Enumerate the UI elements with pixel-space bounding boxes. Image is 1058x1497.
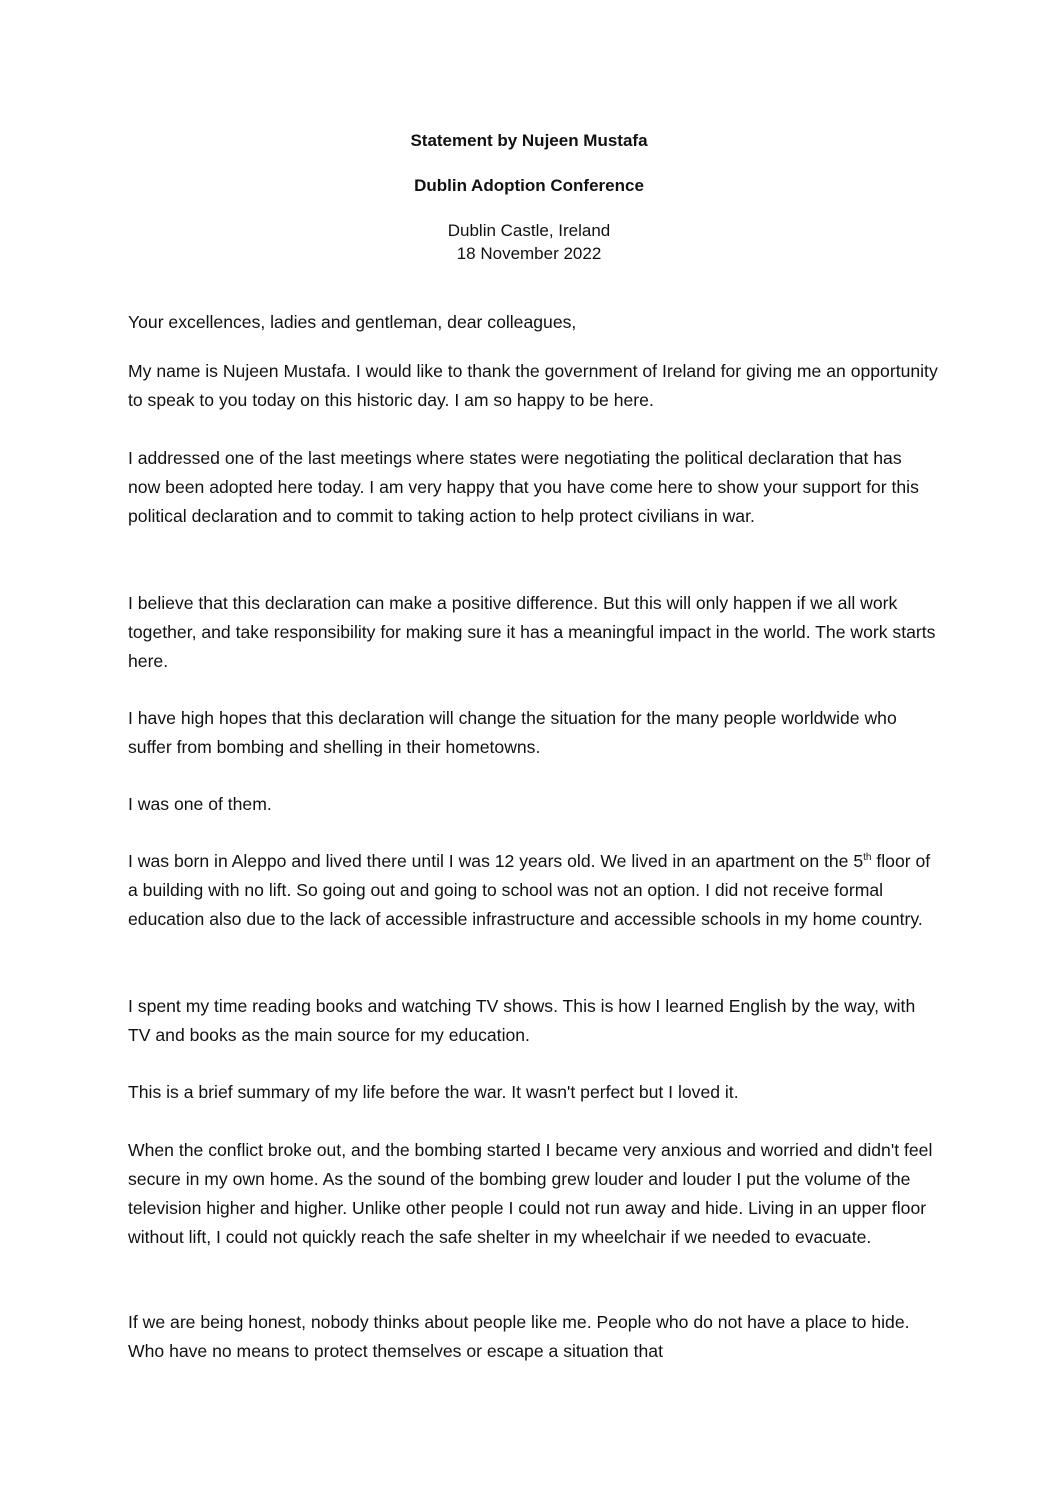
paragraph-7: I spent my time reading books and watching TV shows. This is how I learned English by the way, with TV and books as the main source for my education. (128, 996, 916, 1045)
document-date: 18 November 2022 (456, 244, 602, 263)
greeting: Your excellences, ladies and gentleman, dear colleagues, (128, 312, 577, 332)
paragraph-6-part-a: I was born in Aleppo and lived there until I was 12 years old. We lived in an apartment on the 5 (128, 851, 864, 871)
document-subtitle: Dublin Adoption Conference (414, 176, 644, 195)
paragraph-2: I addressed one of the last meetings where states were negotiating the political declaration that has now been adopted here today. I am very happy that you have come here to show your support for this political declaration and to commit to taking action to help protect civilians in war. (128, 448, 919, 526)
paragraph-6 (128, 847, 938, 934)
paragraph-4: I have high hopes that this declaration will change the situation for the many people worldwide who suffer from bombing and shelling in their hometowns. (128, 708, 897, 757)
ordinal-suffix: th (863, 852, 872, 863)
paragraph-3: I believe that this declaration can make a positive difference. But this will only happen if we all work together, and take responsibility for making sure it has a meaningful impact in the world. The work starts here. (128, 593, 936, 671)
paragraph-1: My name is Nujeen Mustafa. I would like to thank the government of Ireland for giving me an opportunity to speak to you today on this historic day. I am so happy to be here. (128, 361, 938, 410)
paragraph-9: When the conflict broke out, and the bombing started I became very anxious and worried and didn't feel secure in my own home. As the sound of the bombing grew louder and louder I put the volume of the television higher and higher. Unlike other people I could not run away and hide. Living in an upper floor without lift, I could not quickly reach the safe shelter in my wheelchair if we needed to evacuate. (128, 1140, 933, 1247)
document-title: Statement by Nujeen Mustafa (410, 131, 648, 150)
paragraph-8: This is a brief summary of my life before the war. It wasn't perfect but I loved it. (128, 1082, 739, 1102)
paragraph-5: I was one of them. (128, 794, 272, 814)
paragraph-10: If we are being honest, nobody thinks about people like me. People who do not have a place to hide. Who have no means to protect themselves or escape a situation that (128, 1312, 910, 1361)
document-location: Dublin Castle, Ireland (447, 221, 611, 240)
paragraph-6-part-b: floor of a building with no lift. So going out and going to school was not an option. I did not receive formal education also due to the lack of accessible infrastructure and accessible schools in my home country. (128, 851, 931, 929)
